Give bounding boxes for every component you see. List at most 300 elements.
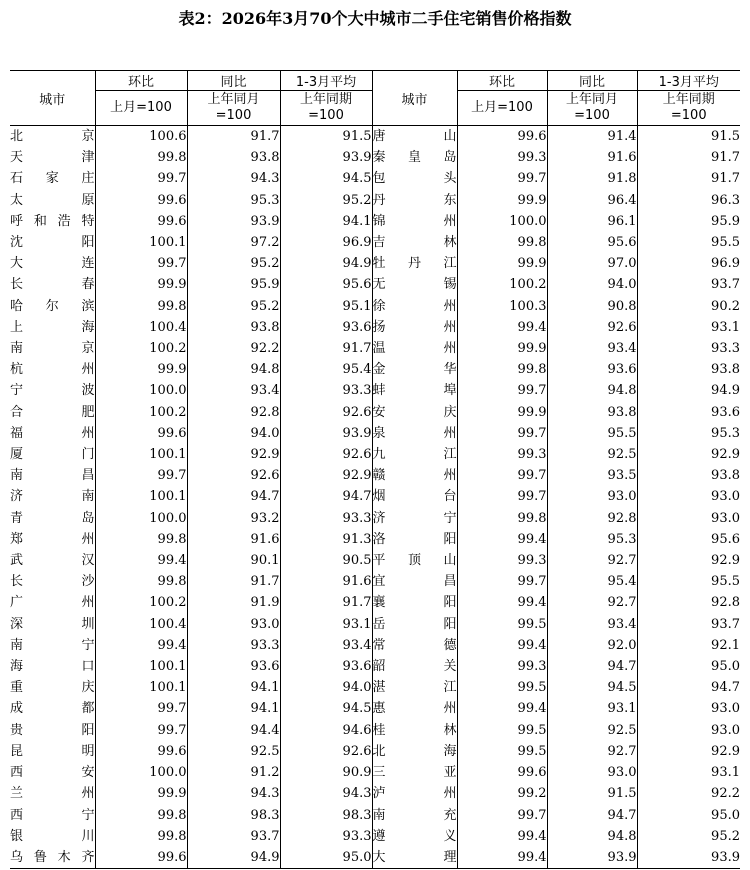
mom-cell: 99.4 xyxy=(457,317,547,338)
table-row xyxy=(10,465,740,486)
yoy-cell: 92.5 xyxy=(547,444,637,465)
mom-cell: 99.8 xyxy=(457,232,547,253)
avg-cell: 95.0 xyxy=(637,656,740,677)
city-cell: 秦皇岛 xyxy=(372,147,457,168)
yoy-cell: 93.2 xyxy=(187,508,280,529)
mom-cell: 99.8 xyxy=(95,826,187,847)
mom-cell: 99.9 xyxy=(457,338,547,359)
city-cell: 杭州 xyxy=(10,362,95,378)
avg-cell: 93.3 xyxy=(280,826,372,847)
yoy-cell: 94.3 xyxy=(187,783,280,804)
mom-cell: 99.7 xyxy=(457,423,547,444)
yoy-cell: 95.5 xyxy=(547,423,637,444)
table-row xyxy=(10,741,740,762)
mom-cell: 100.2 xyxy=(457,274,547,295)
yoy-cell: 94.0 xyxy=(547,274,637,295)
avg-cell: 98.3 xyxy=(280,805,372,826)
yoy-cell: 94.8 xyxy=(547,826,637,847)
mom-cell: 99.6 xyxy=(457,762,547,783)
table-row xyxy=(10,126,740,148)
city-cell: 九江 xyxy=(372,444,457,465)
mom-cell: 99.6 xyxy=(457,126,547,148)
avg-cell: 95.5 xyxy=(637,571,740,592)
yoy-cell: 91.7 xyxy=(187,571,280,592)
table-row xyxy=(10,232,740,253)
yoy-cell: 92.8 xyxy=(187,402,280,423)
city-cell: 西安 xyxy=(10,765,95,781)
yoy-cell: 92.7 xyxy=(547,550,637,571)
avg-cell: 91.7 xyxy=(637,168,740,189)
mom-cell: 100.4 xyxy=(95,614,187,635)
avg-cell: 93.8 xyxy=(637,359,740,380)
avg-cell: 92.6 xyxy=(280,741,372,762)
avg-cell: 96.3 xyxy=(637,190,740,211)
city-cell: 大连 xyxy=(10,256,95,272)
table-row xyxy=(10,147,740,168)
avg-cell: 95.5 xyxy=(637,232,740,253)
city-cell: 石家庄 xyxy=(10,171,95,187)
table-body xyxy=(10,126,740,869)
mom-cell: 100.2 xyxy=(95,338,187,359)
mom-header: 环比 xyxy=(95,71,187,91)
city-header: 城市 xyxy=(372,71,457,126)
avg-cell: 93.7 xyxy=(637,614,740,635)
table-row xyxy=(10,359,740,380)
city-cell: 常德 xyxy=(372,635,457,656)
mom-cell: 99.4 xyxy=(457,529,547,550)
mom-cell: 99.7 xyxy=(95,253,187,274)
city-cell: 福州 xyxy=(10,425,95,441)
avg-cell: 95.6 xyxy=(280,274,372,295)
city-cell: 安庆 xyxy=(372,402,457,423)
city-cell: 合肥 xyxy=(10,404,95,420)
yoy-cell: 94.0 xyxy=(187,423,280,444)
mom-cell: 99.5 xyxy=(457,614,547,635)
mom-cell: 99.9 xyxy=(457,190,547,211)
mom-cell: 99.4 xyxy=(457,592,547,613)
mom-cell: 99.8 xyxy=(95,529,187,550)
table-row xyxy=(10,550,740,571)
avg-cell: 94.5 xyxy=(280,698,372,719)
avg-cell: 95.3 xyxy=(637,423,740,444)
city-cell: 南昌 xyxy=(10,468,95,484)
yoy-header: 同比 xyxy=(187,71,280,91)
yoy-cell: 93.6 xyxy=(547,359,637,380)
city-cell: 兰州 xyxy=(10,786,95,802)
mom-cell: 99.4 xyxy=(457,698,547,719)
yoy-cell: 93.4 xyxy=(547,338,637,359)
avg-cell: 95.2 xyxy=(637,826,740,847)
avg-cell: 92.9 xyxy=(280,465,372,486)
city-cell: 襄阳 xyxy=(372,592,457,613)
yoy-cell: 94.8 xyxy=(547,380,637,401)
mom-header: 环比 xyxy=(457,71,547,91)
mom-cell: 99.7 xyxy=(457,571,547,592)
avg-cell: 96.9 xyxy=(280,232,372,253)
avg-cell: 93.0 xyxy=(637,720,740,741)
table-row xyxy=(10,296,740,317)
city-cell: 三亚 xyxy=(372,762,457,783)
city-cell: 平顶山 xyxy=(372,550,457,571)
table-row xyxy=(10,826,740,847)
avg-cell: 94.3 xyxy=(280,783,372,804)
avg-cell: 91.5 xyxy=(637,126,740,148)
avg-cell: 94.7 xyxy=(280,486,372,507)
yoy-cell: 94.3 xyxy=(187,168,280,189)
city-cell: 昆明 xyxy=(10,743,95,759)
yoy-cell: 91.9 xyxy=(187,592,280,613)
city-cell: 洛阳 xyxy=(372,529,457,550)
city-cell: 温州 xyxy=(372,338,457,359)
avg-base-header: 上年同期 =100 xyxy=(280,91,372,126)
mom-cell: 99.7 xyxy=(95,698,187,719)
city-cell: 包头 xyxy=(372,168,457,189)
avg-cell: 91.5 xyxy=(280,126,372,148)
city-cell: 牡丹江 xyxy=(372,253,457,274)
mom-cell: 99.8 xyxy=(95,805,187,826)
mom-cell: 99.9 xyxy=(95,359,187,380)
table-row xyxy=(10,847,740,869)
table-row xyxy=(10,486,740,507)
yoy-cell: 95.4 xyxy=(547,571,637,592)
yoy-cell: 93.8 xyxy=(187,317,280,338)
avg-cell: 93.3 xyxy=(280,508,372,529)
yoy-base-header: 上年同月 =100 xyxy=(547,91,637,126)
avg-cell: 92.9 xyxy=(637,444,740,465)
avg-cell: 95.4 xyxy=(280,359,372,380)
table-row xyxy=(10,805,740,826)
city-cell: 广州 xyxy=(10,595,95,611)
mom-cell: 99.3 xyxy=(457,147,547,168)
avg-cell: 94.7 xyxy=(637,677,740,698)
table-row xyxy=(10,720,740,741)
city-header: 城市 xyxy=(10,71,95,126)
mom-base-header: 上月=100 xyxy=(457,91,547,126)
yoy-cell: 93.4 xyxy=(547,614,637,635)
mom-cell: 99.4 xyxy=(457,826,547,847)
table-row xyxy=(10,571,740,592)
yoy-cell: 98.3 xyxy=(187,805,280,826)
mom-cell: 99.8 xyxy=(95,296,187,317)
city-cell: 岳阳 xyxy=(372,614,457,635)
city-cell: 南京 xyxy=(10,341,95,357)
mom-cell: 99.7 xyxy=(457,486,547,507)
city-cell: 泉州 xyxy=(372,423,457,444)
table-row xyxy=(10,444,740,465)
table-row xyxy=(10,614,740,635)
city-cell: 长春 xyxy=(10,277,95,293)
avg-cell: 90.2 xyxy=(637,296,740,317)
mom-cell: 99.3 xyxy=(457,444,547,465)
avg-cell: 94.9 xyxy=(280,253,372,274)
yoy-cell: 95.9 xyxy=(187,274,280,295)
city-cell: 银川 xyxy=(10,828,95,844)
yoy-cell: 92.9 xyxy=(187,444,280,465)
yoy-cell: 95.3 xyxy=(187,190,280,211)
table-row xyxy=(10,423,740,444)
city-cell: 西宁 xyxy=(10,807,95,823)
city-cell: 成都 xyxy=(10,701,95,717)
mom-cell: 99.9 xyxy=(457,402,547,423)
avg-cell: 93.6 xyxy=(637,402,740,423)
city-cell: 青岛 xyxy=(10,510,95,526)
mom-cell: 99.5 xyxy=(457,677,547,698)
avg-cell: 91.7 xyxy=(280,592,372,613)
yoy-cell: 94.7 xyxy=(547,656,637,677)
mom-cell: 99.5 xyxy=(457,741,547,762)
yoy-cell: 90.8 xyxy=(547,296,637,317)
city-cell: 乌鲁木齐 xyxy=(10,847,95,869)
mom-cell: 99.6 xyxy=(95,423,187,444)
avg-cell: 93.4 xyxy=(280,635,372,656)
yoy-cell: 91.7 xyxy=(187,126,280,148)
city-cell: 深圳 xyxy=(10,616,95,632)
mom-cell: 99.8 xyxy=(457,508,547,529)
yoy-cell: 93.4 xyxy=(187,380,280,401)
mom-cell: 100.1 xyxy=(95,444,187,465)
mom-cell: 100.3 xyxy=(457,296,547,317)
avg-cell: 93.1 xyxy=(637,317,740,338)
table-title: 表2：2026年3月70个大中城市二手住宅销售价格指数 xyxy=(178,9,572,28)
city-cell: 海口 xyxy=(10,659,95,675)
avg-cell: 94.0 xyxy=(280,677,372,698)
avg-cell: 94.9 xyxy=(637,380,740,401)
mom-cell: 99.7 xyxy=(95,168,187,189)
avg-cell: 93.8 xyxy=(637,465,740,486)
table-row xyxy=(10,592,740,613)
city-cell: 宜昌 xyxy=(372,571,457,592)
avg-cell: 93.0 xyxy=(637,486,740,507)
yoy-cell: 94.1 xyxy=(187,698,280,719)
table-row xyxy=(10,529,740,550)
avg-cell: 93.6 xyxy=(280,317,372,338)
city-cell: 贵阳 xyxy=(10,722,95,738)
mom-cell: 100.1 xyxy=(95,232,187,253)
yoy-cell: 93.0 xyxy=(547,762,637,783)
table-row xyxy=(10,762,740,783)
yoy-cell: 93.5 xyxy=(547,465,637,486)
header-row-1 xyxy=(10,71,740,91)
yoy-header: 同比 xyxy=(547,71,637,91)
yoy-cell: 93.8 xyxy=(547,402,637,423)
avg-cell: 93.7 xyxy=(637,274,740,295)
city-cell: 吉林 xyxy=(372,232,457,253)
avg-cell: 92.2 xyxy=(637,783,740,804)
table-row xyxy=(10,168,740,189)
city-cell: 无锡 xyxy=(372,274,457,295)
table-row xyxy=(10,635,740,656)
city-cell: 天津 xyxy=(10,150,95,166)
mom-cell: 100.4 xyxy=(95,317,187,338)
city-cell: 大理 xyxy=(372,847,457,869)
city-cell: 赣州 xyxy=(372,465,457,486)
yoy-cell: 95.3 xyxy=(547,529,637,550)
avg-cell: 94.5 xyxy=(280,168,372,189)
yoy-cell: 92.5 xyxy=(187,741,280,762)
avg-cell: 92.1 xyxy=(637,635,740,656)
yoy-cell: 92.7 xyxy=(547,741,637,762)
table-row xyxy=(10,380,740,401)
mom-cell: 99.7 xyxy=(95,465,187,486)
table-row xyxy=(10,338,740,359)
avg-cell: 93.9 xyxy=(280,147,372,168)
yoy-cell: 95.2 xyxy=(187,296,280,317)
avg-cell: 92.6 xyxy=(280,402,372,423)
table-row xyxy=(10,317,740,338)
city-cell: 北京 xyxy=(10,129,95,144)
yoy-cell: 95.6 xyxy=(547,232,637,253)
yoy-cell: 91.6 xyxy=(547,147,637,168)
avg-cell: 93.0 xyxy=(637,508,740,529)
avg-cell: 93.0 xyxy=(637,698,740,719)
avg-cell: 91.7 xyxy=(637,147,740,168)
mom-cell: 100.0 xyxy=(95,508,187,529)
mom-cell: 99.5 xyxy=(457,720,547,741)
avg-header: 1-3月平均 xyxy=(280,71,372,91)
mom-base-header: 上月=100 xyxy=(95,91,187,126)
mom-cell: 100.1 xyxy=(95,486,187,507)
avg-cell: 95.6 xyxy=(637,529,740,550)
avg-cell: 90.5 xyxy=(280,550,372,571)
mom-cell: 99.4 xyxy=(457,847,547,869)
mom-cell: 99.7 xyxy=(457,465,547,486)
yoy-cell: 93.9 xyxy=(187,211,280,232)
mom-cell: 99.4 xyxy=(95,635,187,656)
yoy-cell: 91.5 xyxy=(547,783,637,804)
avg-cell: 93.3 xyxy=(280,380,372,401)
city-cell: 呼和浩特 xyxy=(10,213,95,229)
yoy-cell: 94.5 xyxy=(547,677,637,698)
yoy-cell: 97.0 xyxy=(547,253,637,274)
city-cell: 长沙 xyxy=(10,574,95,590)
avg-cell: 91.3 xyxy=(280,529,372,550)
city-cell: 上海 xyxy=(10,319,95,335)
avg-cell: 93.9 xyxy=(637,847,740,869)
avg-cell: 94.6 xyxy=(280,720,372,741)
avg-cell: 93.6 xyxy=(280,656,372,677)
yoy-cell: 94.8 xyxy=(187,359,280,380)
city-cell: 宁波 xyxy=(10,383,95,399)
mom-cell: 99.3 xyxy=(457,656,547,677)
mom-cell: 100.6 xyxy=(95,126,187,148)
avg-cell: 95.9 xyxy=(637,211,740,232)
table-row xyxy=(10,677,740,698)
yoy-cell: 93.0 xyxy=(187,614,280,635)
city-cell: 唐山 xyxy=(372,126,457,148)
yoy-cell: 93.8 xyxy=(187,147,280,168)
yoy-cell: 92.8 xyxy=(547,508,637,529)
city-cell: 泸州 xyxy=(372,783,457,804)
yoy-cell: 93.6 xyxy=(187,656,280,677)
yoy-cell: 92.2 xyxy=(187,338,280,359)
avg-cell: 96.9 xyxy=(637,253,740,274)
city-cell: 徐州 xyxy=(372,296,457,317)
yoy-cell: 92.0 xyxy=(547,635,637,656)
table-row xyxy=(10,783,740,804)
mom-cell: 99.2 xyxy=(457,783,547,804)
yoy-cell: 97.2 xyxy=(187,232,280,253)
city-cell: 太原 xyxy=(10,192,95,208)
mom-cell: 99.9 xyxy=(95,783,187,804)
avg-cell: 93.3 xyxy=(637,338,740,359)
mom-cell: 100.1 xyxy=(95,656,187,677)
table-row xyxy=(10,253,740,274)
city-cell: 桂林 xyxy=(372,720,457,741)
yoy-cell: 94.7 xyxy=(187,486,280,507)
city-cell: 南宁 xyxy=(10,637,95,653)
avg-cell: 93.1 xyxy=(637,762,740,783)
city-cell: 武汉 xyxy=(10,553,95,569)
table-row xyxy=(10,274,740,295)
mom-cell: 99.4 xyxy=(457,635,547,656)
mom-cell: 100.0 xyxy=(95,762,187,783)
city-cell: 烟台 xyxy=(372,486,457,507)
avg-cell: 95.1 xyxy=(280,296,372,317)
mom-cell: 99.7 xyxy=(95,720,187,741)
mom-cell: 99.8 xyxy=(95,571,187,592)
mom-cell: 99.9 xyxy=(95,274,187,295)
yoy-cell: 94.7 xyxy=(547,805,637,826)
city-cell: 扬州 xyxy=(372,317,457,338)
table-row xyxy=(10,211,740,232)
mom-cell: 99.8 xyxy=(457,359,547,380)
city-cell: 济宁 xyxy=(372,508,457,529)
avg-cell: 91.7 xyxy=(280,338,372,359)
city-cell: 沈阳 xyxy=(10,235,95,251)
yoy-cell: 92.7 xyxy=(547,592,637,613)
yoy-cell: 96.4 xyxy=(547,190,637,211)
avg-cell: 95.0 xyxy=(637,805,740,826)
city-cell: 蚌埠 xyxy=(372,380,457,401)
avg-cell: 92.9 xyxy=(637,741,740,762)
avg-cell: 93.9 xyxy=(280,423,372,444)
city-cell: 重庆 xyxy=(10,680,95,696)
yoy-cell: 92.6 xyxy=(187,465,280,486)
yoy-cell: 93.9 xyxy=(547,847,637,869)
mom-cell: 99.6 xyxy=(95,211,187,232)
city-cell: 锦州 xyxy=(372,211,457,232)
avg-base-header: 上年同期 =100 xyxy=(637,91,740,126)
table-row xyxy=(10,656,740,677)
table-row xyxy=(10,508,740,529)
avg-cell: 95.2 xyxy=(280,190,372,211)
city-cell: 遵义 xyxy=(372,826,457,847)
yoy-cell: 94.4 xyxy=(187,720,280,741)
mom-cell: 99.3 xyxy=(457,550,547,571)
mom-cell: 99.7 xyxy=(457,380,547,401)
avg-cell: 92.8 xyxy=(637,592,740,613)
yoy-cell: 94.1 xyxy=(187,677,280,698)
city-cell: 韶关 xyxy=(372,656,457,677)
yoy-cell: 90.1 xyxy=(187,550,280,571)
table-row xyxy=(10,402,740,423)
yoy-cell: 91.8 xyxy=(547,168,637,189)
mom-cell: 99.6 xyxy=(95,190,187,211)
yoy-cell: 93.0 xyxy=(547,486,637,507)
city-cell: 惠州 xyxy=(372,698,457,719)
mom-cell: 99.4 xyxy=(95,550,187,571)
yoy-cell: 92.5 xyxy=(547,720,637,741)
mom-cell: 100.0 xyxy=(457,211,547,232)
yoy-cell: 92.6 xyxy=(547,317,637,338)
city-cell: 南充 xyxy=(372,805,457,826)
mom-cell: 99.6 xyxy=(95,741,187,762)
yoy-cell: 96.1 xyxy=(547,211,637,232)
price-index-table xyxy=(10,70,740,869)
yoy-cell: 91.2 xyxy=(187,762,280,783)
avg-cell: 92.6 xyxy=(280,444,372,465)
city-cell: 郑州 xyxy=(10,531,95,547)
